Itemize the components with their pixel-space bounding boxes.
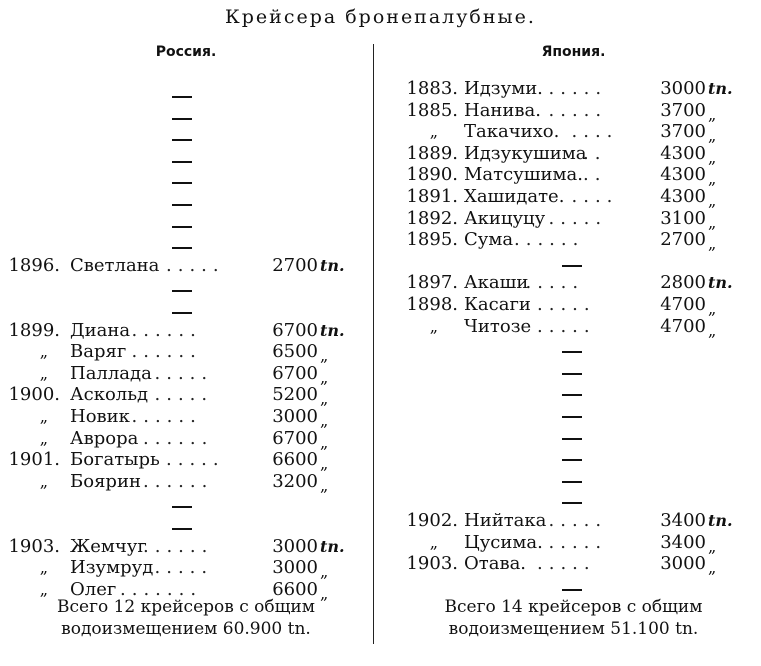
leader-dots: ...... (131, 406, 202, 427)
ship-year: „ (429, 122, 438, 142)
displacement-value: 6600 (272, 449, 318, 471)
displacement-unit: „ (708, 320, 717, 340)
displacement-unit: „ (708, 234, 717, 254)
leader-dots: ..... (548, 99, 608, 121)
dash-row (386, 402, 761, 424)
displacement-unit: „ (708, 191, 717, 210)
displacement-unit: „ (320, 367, 329, 387)
ship-name: Отава. (464, 553, 527, 575)
dash-row (386, 467, 761, 489)
displacement-value: 4300 (660, 164, 706, 186)
empty-dash (562, 416, 582, 418)
ship-row (386, 294, 761, 316)
displacement-unit: tn. (320, 320, 345, 340)
ship-name: Сума (464, 229, 514, 251)
displacement-unit: „ (708, 147, 717, 167)
japan-summary (386, 596, 761, 640)
leader-dots: ..... (548, 531, 608, 553)
dash-row (386, 337, 761, 359)
dash-row (0, 233, 372, 255)
ship-year: „ (39, 471, 48, 491)
page-title: Крейсера бронепалубные. (225, 6, 536, 28)
dash-row (386, 424, 761, 446)
displacement-unit: tn. (708, 273, 733, 293)
ship-year: 1890. (406, 164, 458, 186)
leader-dots: ..... (537, 553, 596, 575)
ship-year: „ (39, 579, 48, 599)
leader-dots: ...... (131, 319, 202, 341)
displacement-value: 3000 (272, 406, 318, 427)
ship-row (386, 208, 761, 230)
ship-year: 1900. (8, 384, 60, 406)
ship-row (0, 557, 372, 582)
displacement-value: 5200 (272, 384, 318, 406)
ship-name: Акицуцу (464, 207, 546, 229)
dash-row (0, 514, 372, 536)
displacement-value: 3700 (660, 121, 706, 143)
ship-name: Олег (70, 578, 117, 600)
russia-summary (0, 596, 372, 640)
ship-year: 1898. (406, 294, 458, 315)
leader-dots: ..... (548, 510, 608, 531)
empty-dash (562, 502, 582, 504)
empty-dash (562, 394, 582, 396)
ship-row (386, 121, 761, 146)
displacement-unit: „ (320, 562, 329, 582)
ship-name: Паллада (70, 362, 152, 384)
ship-name: Изумруд (70, 557, 154, 579)
ship-year: „ (39, 428, 48, 448)
displacement-value: 3000 (272, 535, 318, 557)
leader-dots: ..... (166, 254, 225, 276)
ship-year: „ (429, 316, 438, 336)
ship-year: „ (39, 558, 48, 578)
ship-year: „ (429, 532, 438, 552)
japan-heading: Япония. (541, 44, 606, 60)
empty-dash (172, 226, 192, 228)
dash-row (386, 380, 761, 402)
ship-name: Акаши (464, 272, 529, 294)
ship-name: Диана (70, 319, 131, 341)
empty-dash (172, 182, 192, 184)
leader-dots: ...... (143, 427, 214, 449)
displacement-value: 3400 (660, 510, 706, 531)
ship-row (0, 320, 372, 342)
dash-row (0, 168, 372, 190)
dash-row (0, 147, 372, 169)
empty-dash (172, 161, 192, 163)
empty-dash (172, 204, 192, 206)
displacement-value: 3100 (660, 207, 706, 229)
ship-row (0, 384, 372, 409)
displacement-unit: tn. (320, 536, 345, 556)
dash-row (386, 251, 761, 273)
dash-row (0, 125, 372, 147)
ship-row (0, 428, 372, 450)
displacement-unit: „ (708, 558, 717, 578)
ship-year: 1903. (8, 535, 60, 557)
dash-row (386, 445, 761, 467)
displacement-unit: „ (708, 299, 717, 318)
dash-row (386, 488, 761, 510)
displacement-value: 2700 (272, 254, 318, 276)
ship-row (0, 363, 372, 385)
displacement-value: 3700 (660, 99, 706, 121)
ship-row (386, 553, 761, 578)
dash-row (0, 190, 372, 212)
ship-row (386, 143, 761, 165)
ship-name: Жемчуг (70, 535, 147, 557)
leader-dots: ..... (154, 362, 214, 384)
ship-name: Идзуми. (464, 78, 543, 99)
leader-dots: ...... (143, 535, 214, 557)
empty-dash (172, 312, 192, 314)
leader-dots: .. (583, 164, 607, 186)
displacement-value: 6500 (272, 341, 318, 363)
ship-year: 1895. (406, 229, 458, 251)
ship-row (386, 316, 761, 338)
displacement-unit: „ (320, 346, 329, 366)
ship-year: 1892. (406, 207, 458, 229)
ship-year: 1897. (406, 272, 458, 294)
russia-heading: Россия. (155, 44, 217, 60)
ship-year: 1889. (406, 142, 458, 164)
ship-row (386, 272, 761, 294)
ship-name: Матсушима. (464, 164, 583, 186)
russia-summary-line1: Всего 12 крейсеров с общим (57, 597, 315, 617)
ship-name: Нийтака (464, 510, 547, 531)
ship-row (0, 449, 372, 474)
displacement-unit: „ (320, 454, 329, 474)
displacement-value: 6700 (272, 362, 318, 384)
ship-year: 1891. (406, 186, 458, 207)
displacement-unit: „ (708, 126, 717, 146)
ship-name: Новик (70, 406, 130, 427)
displacement-unit: „ (708, 536, 717, 556)
empty-dash (172, 139, 192, 141)
ship-row (386, 164, 761, 189)
displacement-value: 3200 (272, 470, 318, 492)
displacement-unit: „ (320, 583, 329, 603)
japan-summary-line2: водоизмещением 51.100 tn. (448, 619, 699, 639)
displacement-unit: „ (708, 212, 717, 232)
empty-dash (562, 589, 582, 591)
ship-name: Читозе (464, 315, 532, 337)
empty-dash (172, 247, 192, 249)
displacement-value: 6600 (272, 578, 318, 600)
empty-dash (172, 528, 192, 530)
leader-dots: ...... (143, 470, 214, 492)
empty-dash (172, 96, 192, 98)
displacement-unit: tn. (708, 511, 733, 530)
leader-dots: ..... (525, 272, 585, 294)
displacement-value: 4700 (660, 315, 706, 337)
dash-row (0, 212, 372, 234)
ship-year: „ (39, 407, 48, 426)
empty-dash (172, 506, 192, 508)
dash-row (386, 575, 761, 597)
dash-row (0, 104, 372, 126)
ship-row (0, 255, 372, 277)
ship-name: Хашидате. (464, 186, 565, 207)
empty-dash (562, 351, 582, 353)
leader-dots: ..... (537, 294, 596, 315)
displacement-value: 2800 (660, 272, 706, 294)
ship-row (0, 471, 372, 493)
leader-dots: ...... (514, 229, 585, 251)
dash-row (0, 276, 372, 298)
ship-year: „ (39, 363, 48, 383)
displacement-unit: „ (320, 389, 329, 409)
ship-row (386, 532, 761, 554)
leader-dots: ...... (131, 341, 202, 363)
displacement-value: 6700 (272, 319, 318, 341)
ship-row (0, 341, 372, 366)
ship-year: 1901. (8, 449, 60, 471)
column-divider (373, 44, 374, 644)
ship-year: 1896. (8, 254, 60, 276)
leader-dots: ..... (166, 449, 225, 471)
empty-dash (172, 118, 192, 120)
leader-dots: ....... (120, 578, 203, 600)
ship-row (0, 536, 372, 558)
leader-dots: ..... (548, 78, 608, 99)
ship-name: Аврора (70, 427, 139, 449)
ship-name: Варяг (70, 341, 127, 363)
leader-dots: .... (571, 121, 619, 143)
displacement-unit: „ (320, 432, 329, 452)
ship-year: 1885. (406, 99, 458, 121)
ship-name: Светлана (70, 254, 160, 276)
ship-name: Боярин (70, 470, 141, 492)
ship-year: „ (39, 342, 48, 362)
displacement-unit: „ (320, 411, 329, 430)
displacement-unit: „ (320, 475, 329, 495)
leader-dots: .... (571, 186, 619, 207)
displacement-value: 3400 (660, 531, 706, 553)
ship-name: Цусима. (464, 531, 543, 553)
displacement-unit: „ (708, 169, 717, 189)
leader-dots: .. (583, 142, 607, 164)
ship-name: Аскольд (70, 384, 149, 406)
ship-year: 1883. (406, 78, 458, 99)
ship-row (386, 100, 761, 122)
ship-row (0, 406, 372, 428)
leader-dots: ..... (154, 557, 214, 579)
empty-dash (562, 373, 582, 375)
displacement-value: 3000 (660, 78, 706, 99)
russia-summary-line2: водоизмещением 60.900 tn. (61, 619, 311, 639)
dash-row (386, 359, 761, 381)
empty-dash (562, 438, 582, 440)
displacement-unit: tn. (320, 255, 345, 275)
ship-row (386, 186, 761, 208)
empty-dash (172, 290, 192, 292)
dash-row (0, 82, 372, 104)
leader-dots: ..... (154, 384, 214, 406)
japan-summary-line1: Всего 14 крейсеров с общим (444, 597, 703, 617)
dash-row (0, 492, 372, 514)
ship-name: Касаги (464, 294, 531, 315)
ship-year: 1902. (406, 510, 458, 531)
dash-row (0, 298, 372, 320)
displacement-value: 2700 (660, 229, 706, 251)
displacement-value: 4300 (660, 186, 706, 207)
leader-dots: ..... (537, 315, 596, 337)
displacement-value: 3000 (660, 553, 706, 575)
ship-row (386, 510, 761, 532)
empty-dash (562, 481, 582, 483)
displacement-value: 3000 (272, 557, 318, 579)
ship-name: Нанива. (464, 99, 542, 121)
ship-row (386, 78, 761, 100)
ship-year: 1903. (406, 553, 458, 575)
ship-row (386, 229, 761, 254)
empty-dash (562, 265, 582, 267)
ship-name: Богатырь (70, 449, 160, 471)
displacement-unit: „ (708, 104, 717, 124)
ship-name: Такачихо. (464, 121, 560, 143)
leader-dots: ..... (548, 207, 608, 229)
empty-dash (562, 459, 582, 461)
ship-name: Идзукушима (464, 142, 587, 164)
displacement-unit: tn. (708, 79, 733, 98)
ship-year: 1899. (8, 319, 60, 341)
displacement-value: 4700 (660, 294, 706, 315)
displacement-value: 6700 (272, 427, 318, 449)
displacement-value: 4300 (660, 142, 706, 164)
